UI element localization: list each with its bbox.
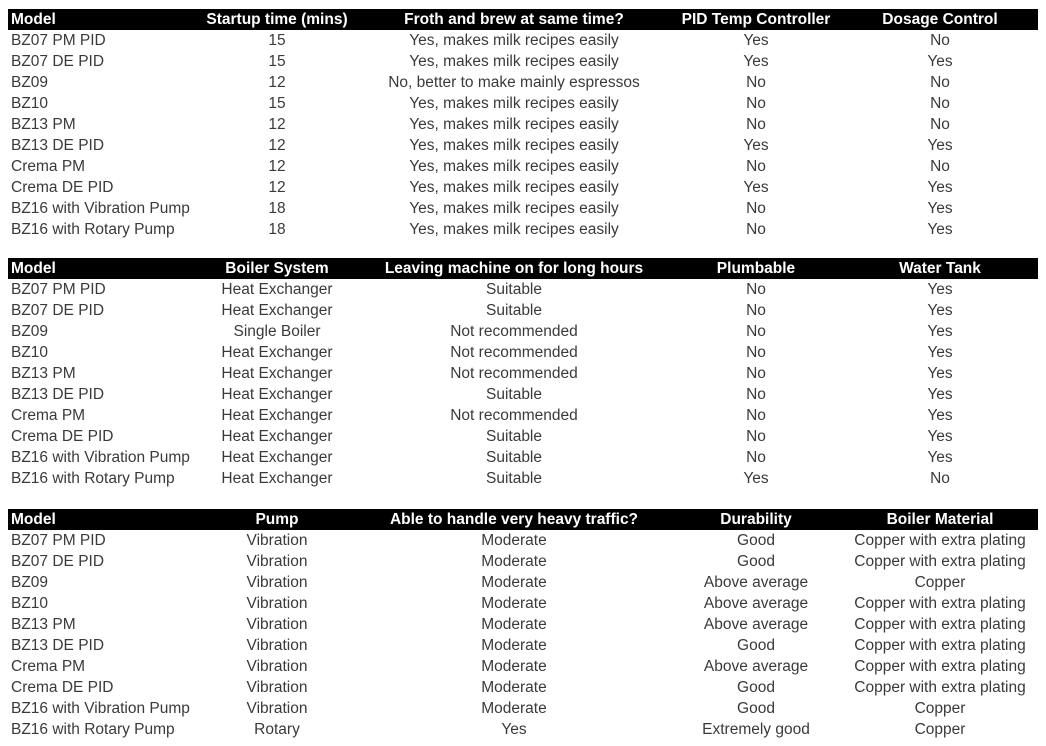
header-row: [8, 258, 1038, 279]
table-cell: No: [930, 469, 950, 487]
table-cell: No: [746, 94, 766, 112]
model-cell: BZ16 with Rotary Pump: [11, 220, 175, 238]
table-row: [8, 177, 1038, 198]
table-row: [8, 342, 1038, 363]
column-header: Model: [8, 509, 196, 530]
table-cell: 18: [268, 220, 286, 238]
table-row: [8, 114, 1038, 135]
table-cell: Yes, makes milk recipes easily: [409, 94, 619, 112]
table-cell: Heat Exchanger: [221, 280, 333, 298]
boiler-usage-table: [8, 258, 1038, 489]
table-cell: No: [746, 322, 766, 340]
table-cell: Copper with extra plating: [854, 615, 1026, 633]
table-cell: 15: [268, 31, 286, 49]
model-cell: BZ07 DE PID: [11, 301, 105, 319]
table-cell: Yes, makes milk recipes easily: [409, 52, 619, 70]
table-cell: Vibration: [246, 699, 308, 717]
table-cell: Suitable: [485, 427, 542, 445]
table-row: [8, 719, 1038, 740]
table-cell: Heat Exchanger: [221, 448, 333, 466]
table-cell: No: [746, 406, 766, 424]
table-cell: No: [746, 157, 766, 175]
table-cell: Above average: [703, 615, 809, 633]
table-row: [8, 572, 1038, 593]
table-cell: Copper with extra plating: [854, 636, 1026, 654]
table-row: [8, 468, 1038, 489]
table-cell: Heat Exchanger: [221, 343, 333, 361]
table-cell: Copper: [914, 573, 966, 591]
table-cell: No: [746, 301, 766, 319]
table-cell: Moderate: [481, 615, 547, 633]
model-cell: BZ07 PM PID: [11, 280, 106, 298]
table-row: [8, 363, 1038, 384]
column-header: Durability: [670, 509, 842, 530]
table-row: [8, 93, 1038, 114]
table-cell: Yes: [927, 280, 953, 298]
column-header: Boiler Material: [842, 509, 1038, 530]
model-cell: BZ13 DE PID: [11, 136, 105, 154]
table-row: [8, 530, 1038, 551]
model-cell: BZ13 PM: [11, 364, 76, 382]
column-header: Pump: [196, 509, 358, 530]
table-cell: 15: [268, 52, 286, 70]
table-cell: Copper with extra plating: [854, 594, 1026, 612]
model-cell: BZ10: [11, 94, 49, 112]
table-cell: No: [930, 115, 950, 133]
table-cell: Heat Exchanger: [221, 427, 333, 445]
table-cell: Yes, makes milk recipes easily: [409, 157, 619, 175]
startup-features-table: [8, 9, 1038, 240]
table-row: [8, 614, 1038, 635]
table-cell: Heat Exchanger: [221, 301, 333, 319]
model-cell: BZ09: [11, 73, 49, 91]
table-cell: Copper with extra plating: [854, 531, 1026, 549]
table-cell: Yes, makes milk recipes easily: [409, 178, 619, 196]
model-cell: Crema PM: [11, 157, 86, 175]
table-row: [8, 51, 1038, 72]
model-cell: Crema DE PID: [11, 178, 114, 196]
table-cell: Single Boiler: [233, 322, 321, 340]
table-cell: 12: [268, 136, 286, 154]
table-cell: Vibration: [246, 657, 308, 675]
table-row: [8, 300, 1038, 321]
table-cell: Moderate: [481, 636, 547, 654]
model-cell: BZ07 DE PID: [11, 552, 105, 570]
table-row: [8, 593, 1038, 614]
model-cell: BZ13 DE PID: [11, 636, 105, 654]
table-cell: No: [746, 385, 766, 403]
table-cell: Yes: [927, 343, 953, 361]
table-cell: No: [746, 220, 766, 238]
table-cell: Good: [737, 531, 775, 549]
table-cell: Vibration: [246, 636, 308, 654]
table-cell: Yes: [743, 178, 769, 196]
table-cell: 12: [268, 157, 286, 175]
table-row: [8, 551, 1038, 572]
header-row: [8, 509, 1038, 530]
table-cell: Heat Exchanger: [221, 364, 333, 382]
table-cell: No: [746, 199, 766, 217]
table-cell: Yes: [927, 178, 953, 196]
table-cell: Rotary: [254, 720, 300, 738]
model-cell: BZ16 with Vibration Pump: [11, 699, 190, 717]
table-cell: Yes: [927, 301, 953, 319]
column-header: Froth and brew at same time?: [358, 9, 670, 30]
table-row: [8, 426, 1038, 447]
table-cell: No: [746, 364, 766, 382]
model-cell: Crema PM: [11, 657, 86, 675]
table-cell: Not recommended: [450, 364, 578, 382]
table-cell: Vibration: [246, 594, 308, 612]
table-cell: Suitable: [485, 469, 542, 487]
table-row: [8, 405, 1038, 426]
table-cell: Copper with extra plating: [854, 657, 1026, 675]
table-row: [8, 698, 1038, 719]
model-cell: Crema DE PID: [11, 678, 114, 696]
table-cell: Moderate: [481, 573, 547, 591]
model-cell: BZ13 PM: [11, 615, 76, 633]
table-row: [8, 72, 1038, 93]
column-header: Model: [8, 9, 196, 30]
table-cell: Heat Exchanger: [221, 469, 333, 487]
table-cell: No: [930, 31, 950, 49]
model-cell: BZ09: [11, 322, 49, 340]
table-cell: No: [930, 73, 950, 91]
table-cell: 15: [268, 94, 286, 112]
table-row: [8, 135, 1038, 156]
table-cell: Yes: [927, 322, 953, 340]
table-cell: Yes, makes milk recipes easily: [409, 136, 619, 154]
table-cell: Yes: [927, 220, 953, 238]
model-cell: Crema PM: [11, 406, 86, 424]
table-cell: Moderate: [481, 552, 547, 570]
table-cell: No: [930, 157, 950, 175]
table-cell: Yes, makes milk recipes easily: [409, 31, 619, 49]
model-cell: BZ07 PM PID: [11, 31, 106, 49]
table-cell: Moderate: [481, 678, 547, 696]
table-row: [8, 219, 1038, 240]
table-cell: 12: [268, 178, 286, 196]
table-cell: 12: [268, 73, 286, 91]
table-cell: Suitable: [485, 280, 542, 298]
table-cell: Heat Exchanger: [221, 385, 333, 403]
table-cell: Good: [737, 699, 775, 717]
model-cell: BZ16 with Rotary Pump: [11, 469, 175, 487]
column-header: Model: [8, 258, 196, 279]
model-cell: BZ10: [11, 343, 49, 361]
header-row: [8, 9, 1038, 30]
column-header: Startup time (mins): [196, 9, 358, 30]
model-cell: BZ16 with Rotary Pump: [11, 720, 175, 738]
table-cell: Suitable: [485, 301, 542, 319]
model-cell: BZ10: [11, 594, 49, 612]
table-cell: No: [746, 115, 766, 133]
model-cell: BZ16 with Vibration Pump: [11, 199, 190, 217]
model-cell: BZ13 PM: [11, 115, 76, 133]
table-cell: Yes, makes milk recipes easily: [409, 115, 619, 133]
model-cell: BZ13 DE PID: [11, 385, 105, 403]
table-cell: Yes: [501, 720, 527, 738]
table-cell: Vibration: [246, 573, 308, 591]
table-cell: Above average: [703, 594, 809, 612]
table-cell: Moderate: [481, 657, 547, 675]
table-cell: Heat Exchanger: [221, 406, 333, 424]
table-cell: Yes: [927, 406, 953, 424]
table-row: [8, 156, 1038, 177]
table-row: [8, 447, 1038, 468]
column-header: Plumbable: [670, 258, 842, 279]
model-cell: BZ07 PM PID: [11, 531, 106, 549]
table-cell: Extremely good: [702, 720, 810, 738]
table-cell: Good: [737, 552, 775, 570]
table-cell: No: [746, 343, 766, 361]
table-cell: Not recommended: [450, 322, 578, 340]
table-cell: Yes: [927, 427, 953, 445]
table-cell: 18: [268, 199, 286, 217]
table-cell: 12: [268, 115, 286, 133]
table-cell: Vibration: [246, 615, 308, 633]
table-cell: No: [746, 73, 766, 91]
table-row: [8, 30, 1038, 51]
table-cell: Yes: [743, 469, 769, 487]
column-header: Boiler System: [196, 258, 358, 279]
table-row: [8, 635, 1038, 656]
table-row: [8, 384, 1038, 405]
table-cell: Moderate: [481, 699, 547, 717]
table-cell: Yes: [743, 52, 769, 70]
table-cell: No: [746, 280, 766, 298]
table-cell: Yes: [927, 364, 953, 382]
table-cell: Copper with extra plating: [854, 552, 1026, 570]
table-cell: Yes, makes milk recipes easily: [409, 220, 619, 238]
table-cell: Yes: [927, 136, 953, 154]
table-cell: Vibration: [246, 678, 308, 696]
table-cell: Yes: [927, 52, 953, 70]
table-cell: No: [746, 427, 766, 445]
model-cell: Crema DE PID: [11, 427, 114, 445]
table-cell: Good: [737, 636, 775, 654]
table-cell: No: [930, 94, 950, 112]
column-header: Water Tank: [842, 258, 1038, 279]
table-row: [8, 656, 1038, 677]
column-header: Dosage Control: [842, 9, 1038, 30]
table-cell: Above average: [703, 657, 809, 675]
table-cell: Suitable: [485, 448, 542, 466]
table-cell: Above average: [703, 573, 809, 591]
table-row: [8, 677, 1038, 698]
table-row: [8, 279, 1038, 300]
table-cell: Not recommended: [450, 406, 578, 424]
pump-durability-table: [8, 509, 1038, 740]
table-cell: Suitable: [485, 385, 542, 403]
table-cell: No: [746, 448, 766, 466]
table-cell: Moderate: [481, 594, 547, 612]
table-cell: Copper: [914, 699, 966, 717]
table-cell: Not recommended: [450, 343, 578, 361]
model-cell: BZ07 DE PID: [11, 52, 105, 70]
table-cell: Moderate: [481, 531, 547, 549]
column-header: Able to handle very heavy traffic?: [358, 509, 670, 530]
model-cell: BZ16 with Vibration Pump: [11, 448, 190, 466]
table-cell: Copper: [914, 720, 966, 738]
table-cell: Vibration: [246, 552, 308, 570]
table-cell: Yes: [743, 136, 769, 154]
column-header: PID Temp Controller: [670, 9, 842, 30]
table-cell: Yes: [927, 448, 953, 466]
table-cell: Yes: [927, 199, 953, 217]
table-cell: Vibration: [246, 531, 308, 549]
table-cell: Yes: [743, 31, 769, 49]
table-cell: Good: [737, 678, 775, 696]
table-cell: No, better to make mainly espressos: [388, 73, 640, 91]
table-row: [8, 321, 1038, 342]
model-cell: BZ09: [11, 573, 49, 591]
table-cell: Yes, makes milk recipes easily: [409, 199, 619, 217]
table-cell: Yes: [927, 385, 953, 403]
table-row: [8, 198, 1038, 219]
table-cell: Copper with extra plating: [854, 678, 1026, 696]
column-header: Leaving machine on for long hours: [358, 258, 670, 279]
